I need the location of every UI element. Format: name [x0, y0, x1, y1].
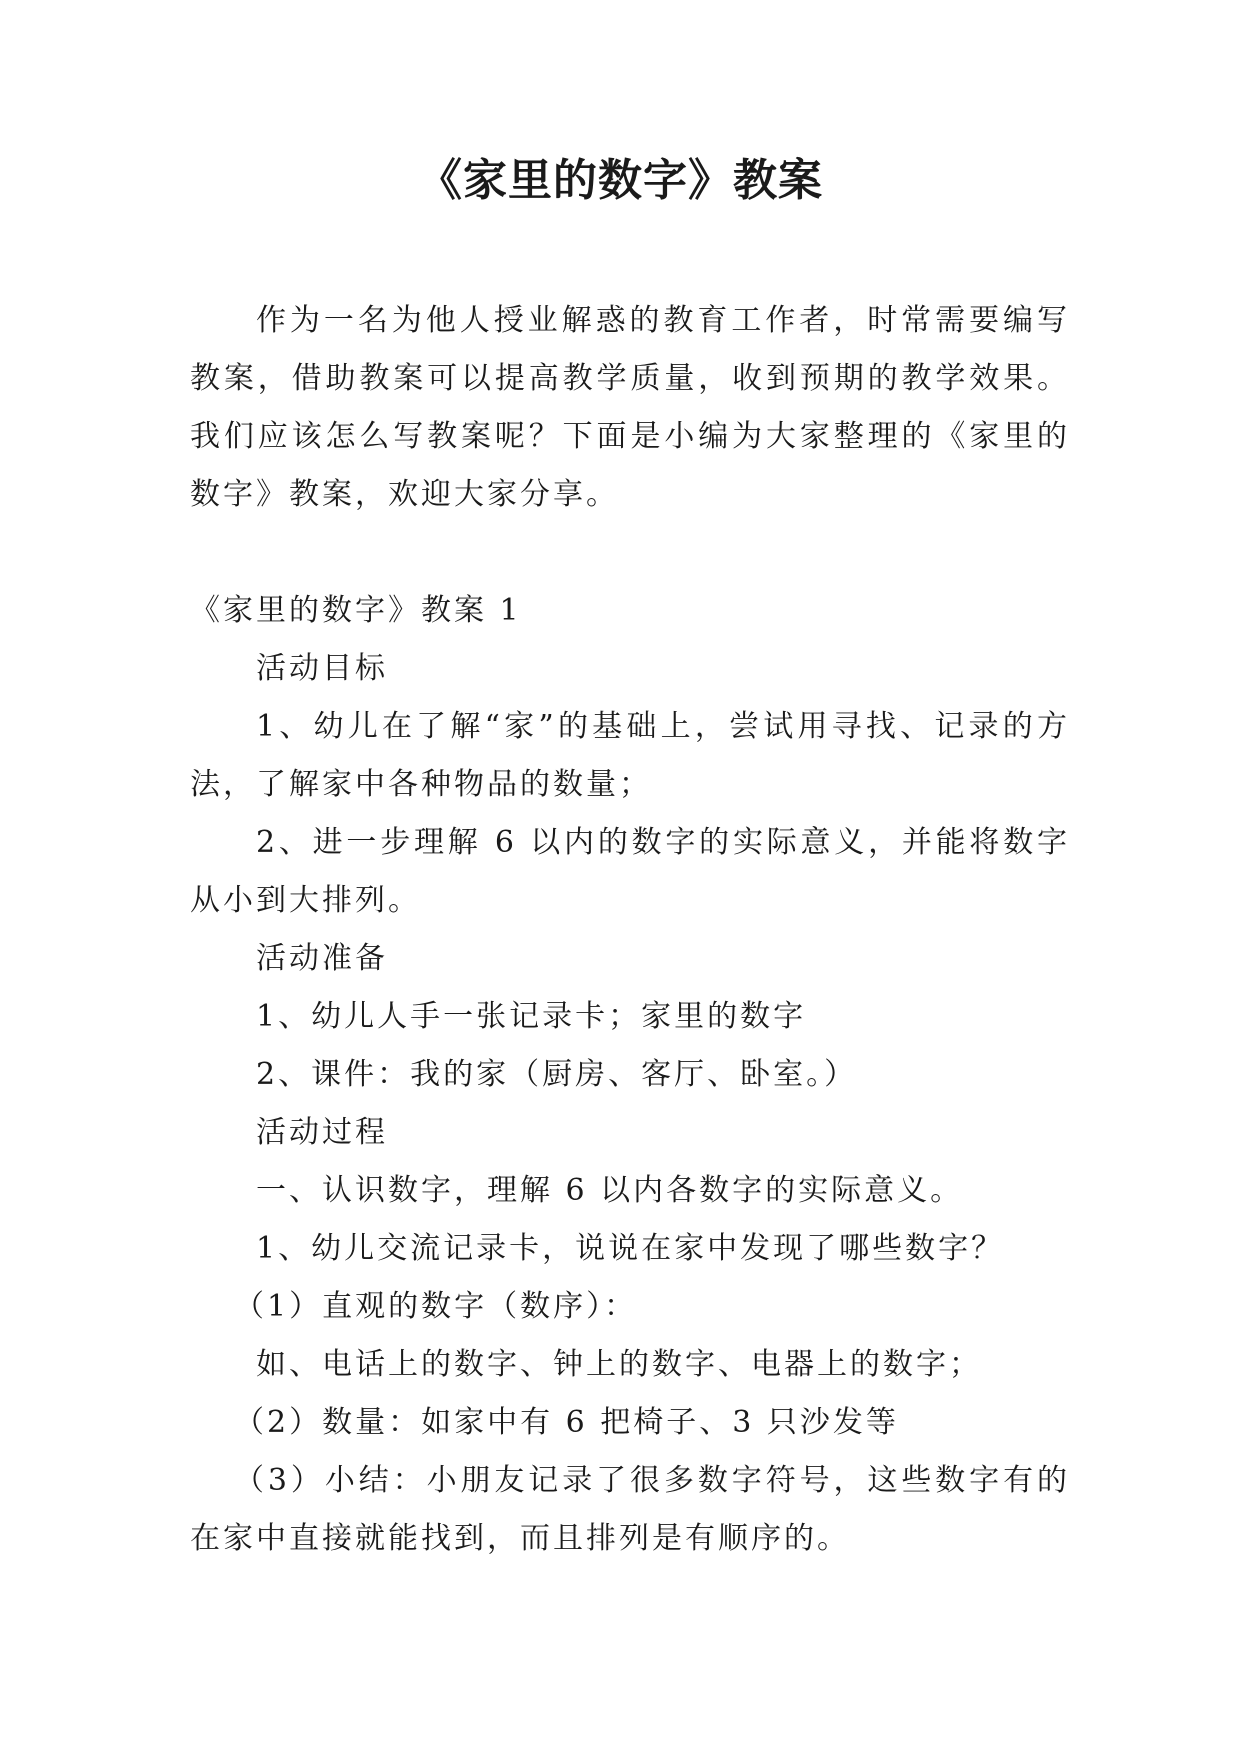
process-heading: 活动过程 [256, 1115, 388, 1150]
document-body [190, 292, 1070, 1568]
goal-item-1: 1、幼儿在了解“家”的基础上，尝试用寻找、记录的方法，了解家中各种物品的数量； [190, 709, 1070, 802]
process-step-1-1-b: （2）数量：如家中有 6 把椅子、3 只沙发等 [234, 1405, 899, 1440]
process-step-1-1-c: （3）小结：小朋友记录了很多数字符号，这些数字有的在家中直接就能找到，而且排列是有顺序的。 [190, 1463, 1070, 1556]
intro-paragraph: 作为一名为他人授业解惑的教育工作者，时常需要编写教案，借助教案可以提高教学质量，收到预期的教学效果。我们应该怎么写教案呢？下面是小编为大家整理的《家里的数字》教案，欢迎大家分享。 [190, 303, 1070, 512]
document-title: 《家里的数字》教案 [418, 155, 823, 206]
prep-item-1: 1、幼儿人手一张记录卡；家里的数字 [256, 999, 807, 1034]
prep-item-2: 2、课件：我的家（厨房、客厅、卧室。） [256, 1057, 858, 1092]
prep-heading: 活动准备 [256, 941, 388, 976]
process-step-1-1-a: （1）直观的数字（数序）： [234, 1289, 638, 1324]
process-step-1: 一、认识数字，理解 6 以内各数字的实际意义。 [256, 1173, 964, 1208]
goal-item-2: 2、进一步理解 6 以内的数字的实际意义，并能将数字从小到大排列。 [190, 825, 1070, 918]
process-step-1-1: 1、幼儿交流记录卡，说说在家中发现了哪些数字？ [256, 1231, 1005, 1266]
goal-heading: 活动目标 [256, 651, 388, 686]
process-step-1-1-a-example: 如、电话上的数字、钟上的数字、电器上的数字； [256, 1347, 982, 1382]
section-heading: 《家里的数字》教案 1 [190, 593, 522, 628]
